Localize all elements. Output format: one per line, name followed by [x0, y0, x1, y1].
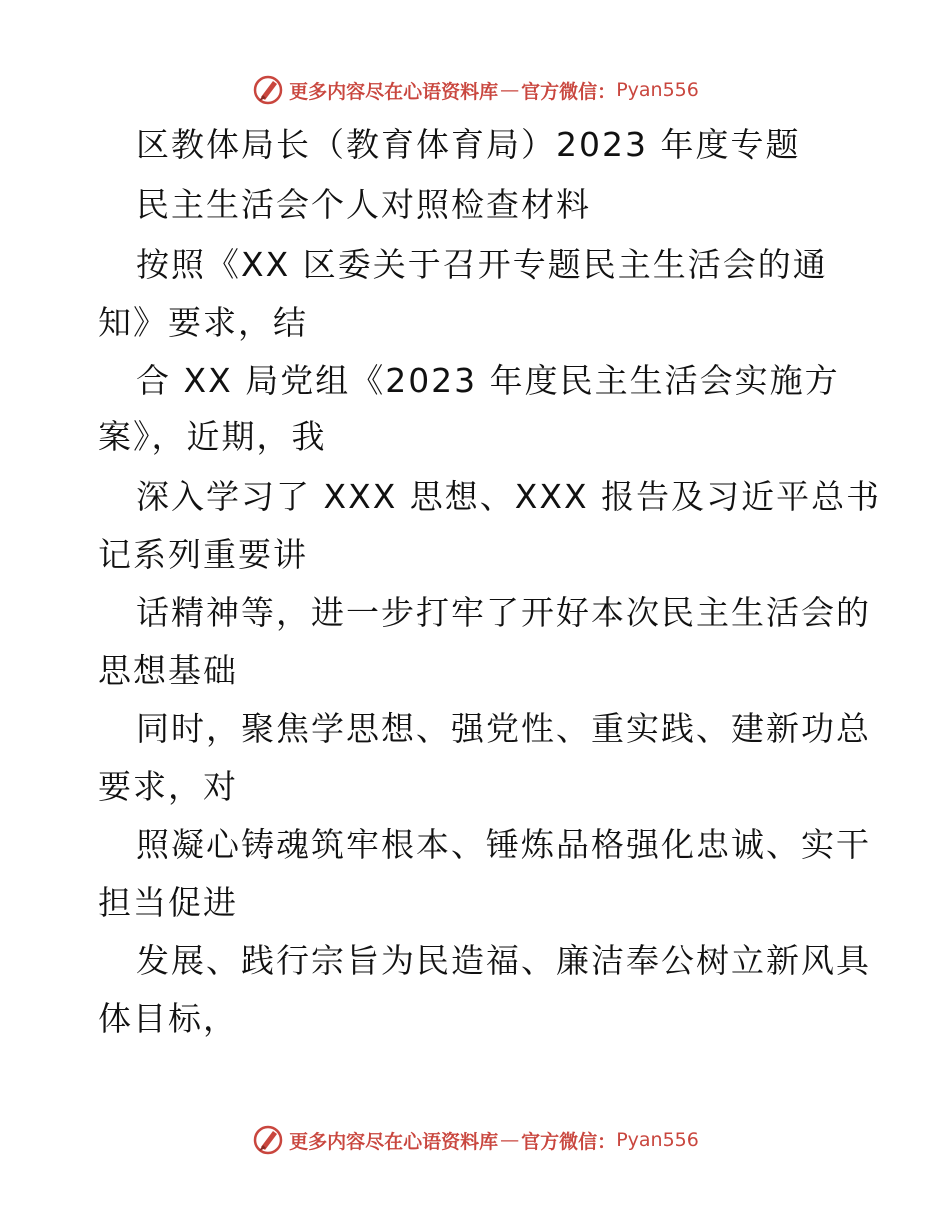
document-line: 要求，对 — [98, 767, 238, 806]
watermark-separator: — — [500, 79, 520, 101]
document-line: 知》要求，结 — [98, 303, 308, 342]
document-line: 照凝心铸魂筑牢根本、锤炼品格强化忠诚、实干 — [136, 825, 871, 864]
document-line: 按照《XX 区委关于召开专题民主生活会的通 — [136, 245, 828, 284]
document-line: 民主生活会个人对照检查材料 — [136, 185, 591, 224]
watermark-text: 更多内容尽在心语资料库 — [289, 1130, 499, 1153]
brand-logo-icon — [251, 73, 285, 107]
watermark-separator: — — [500, 1129, 520, 1151]
brand-logo-icon — [251, 1123, 285, 1157]
watermark-wechat-label: 官方微信： — [521, 80, 617, 103]
document-line: 合 XX 局党组《2023 年度民主生活会实施方 — [136, 361, 840, 400]
watermark-wechat-id: Pyan556 — [616, 79, 699, 101]
document-line: 案》，近期，我 — [98, 417, 327, 456]
document-line: 体目标， — [98, 999, 238, 1038]
document-line: 思想基础 — [98, 651, 238, 690]
document-line: 发展、践行宗旨为民造福、廉洁奉公树立新风具 — [136, 941, 871, 980]
header-watermark — [0, 70, 950, 110]
document-line: 深入学习了 XXX 思想、XXX 报告及习近平总书 — [136, 477, 882, 516]
document-line: 同时，聚焦学思想、强党性、重实践、建新功总 — [136, 709, 871, 748]
document-line: 记系列重要讲 — [98, 535, 308, 574]
watermark-wechat-id: Pyan556 — [616, 1129, 699, 1151]
watermark-text: 更多内容尽在心语资料库 — [289, 80, 499, 103]
footer-watermark — [0, 1120, 950, 1160]
document-line: 区教体局长（教育体育局）2023 年度专题 — [136, 125, 801, 164]
watermark-wechat-label: 官方微信： — [521, 1130, 617, 1153]
document-line: 话精神等，进一步打牢了开好本次民主生活会的 — [136, 593, 871, 632]
document-line: 担当促进 — [98, 883, 238, 922]
